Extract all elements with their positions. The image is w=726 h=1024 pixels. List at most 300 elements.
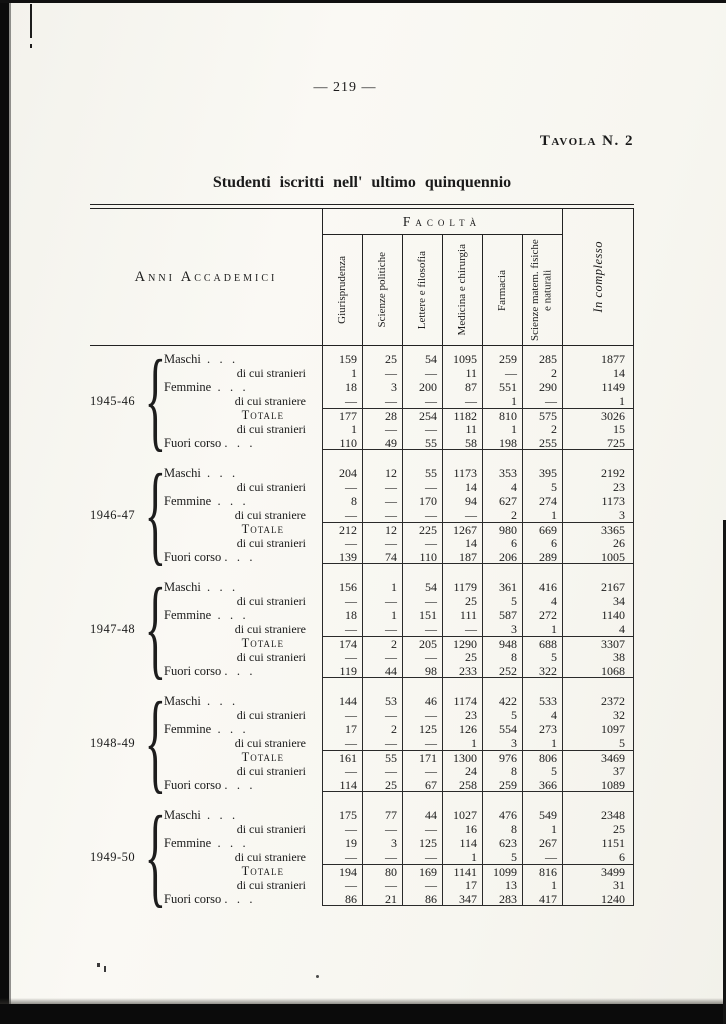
table-cell: 549: [539, 808, 557, 822]
row-label: Totale: [241, 522, 284, 536]
table-cell: 669: [522, 522, 562, 536]
table-cell: 3: [619, 508, 625, 522]
row-label: Maschi . . .: [164, 694, 236, 708]
row-label: Totale: [241, 408, 284, 422]
page-title: Studenti iscritti nell' ultimo quinquennio: [212, 174, 512, 191]
table-cell: 2348: [601, 808, 625, 822]
table-cell: 1: [391, 580, 397, 594]
table-cell: 366: [522, 778, 562, 792]
table-cell: —: [345, 850, 357, 864]
table-cell: 980: [482, 522, 522, 536]
table-cell: 12: [362, 522, 402, 536]
table-cell: 19: [345, 836, 357, 850]
table-vertical-rule: [362, 346, 363, 906]
table-cell: 255: [522, 436, 562, 450]
table-cell: 1005: [562, 550, 634, 564]
table-body: [90, 338, 634, 918]
table-cell: —: [345, 594, 357, 608]
column-header-label: Lettere e filosofia: [415, 250, 428, 330]
year-label: 1949-50: [90, 850, 136, 864]
header-vertical-rule: [322, 209, 323, 345]
table-cell: 77: [385, 808, 397, 822]
table-cell: 161: [322, 750, 362, 764]
table-cell: 205: [402, 636, 442, 650]
table-cell: 3: [391, 380, 397, 394]
table-cell: 3: [511, 622, 517, 636]
table-cell: 14: [465, 536, 477, 550]
table-cell: 422: [499, 694, 517, 708]
table-cell: —: [385, 708, 397, 722]
row-label: Maschi . . .: [164, 580, 236, 594]
table-cell: 28: [362, 408, 402, 422]
table-cell: 1141: [442, 864, 482, 878]
anni-accademici-header: Anni Accademici: [134, 268, 278, 285]
table-vertical-rule: [402, 346, 403, 906]
row-label: di cui stranieri: [236, 764, 306, 778]
table-vertical-rule: [522, 346, 523, 906]
table-cell: 810: [482, 408, 522, 422]
table-vertical-rule: [482, 346, 483, 906]
table-cell: —: [425, 422, 437, 436]
scan-mark: [30, 44, 32, 48]
scan-speckle: [97, 963, 100, 967]
row-label: di cui stranieri: [236, 822, 306, 836]
table-cell: 156: [339, 580, 357, 594]
table-cell: 1267: [442, 522, 482, 536]
scan-edge-bottom: [0, 1004, 726, 1024]
table-cell: 8: [511, 650, 517, 664]
table-cell: 111: [459, 608, 477, 622]
table-cell: 1174: [453, 694, 477, 708]
row-label: Femmine . . .: [164, 608, 246, 622]
table-cell: —: [385, 422, 397, 436]
table-cell: 627: [499, 494, 517, 508]
table-cell: 1: [551, 508, 557, 522]
table-cell: —: [345, 764, 357, 778]
table-cell: 86: [402, 892, 442, 906]
table-cell: —: [345, 650, 357, 664]
table-cell: 2: [362, 636, 402, 650]
table-cell: 347: [442, 892, 482, 906]
table-cell: —: [385, 650, 397, 664]
table-cell: 23: [465, 708, 477, 722]
table-cell: 322: [522, 664, 562, 678]
page-number: — 219 —: [313, 80, 377, 95]
table-cell: 3: [391, 836, 397, 850]
table-cell: 23: [613, 480, 625, 494]
table-cell: 8: [511, 822, 517, 836]
table-cell: —: [345, 878, 357, 892]
table-cell: 177: [322, 408, 362, 422]
table-cell: 1: [471, 850, 477, 864]
table-cell: 3026: [562, 408, 634, 422]
scan-speckle: [316, 975, 319, 978]
table-cell: 289: [522, 550, 562, 564]
table-cell: 816: [522, 864, 562, 878]
table-cell: 67: [402, 778, 442, 792]
table-cell: 17: [465, 878, 477, 892]
table-cell: 353: [499, 466, 517, 480]
header-vertical-rule: [362, 235, 363, 345]
group-brace: {: [144, 794, 167, 918]
table-cell: 1: [551, 736, 557, 750]
table-cell: —: [465, 508, 477, 522]
row-label: Femmine . . .: [164, 380, 246, 394]
table-header: [90, 209, 634, 346]
table-cell: —: [425, 850, 437, 864]
table-cell: —: [345, 708, 357, 722]
row-label: Totale: [241, 636, 284, 650]
table-cell: —: [425, 736, 437, 750]
table-cell: 225: [402, 522, 442, 536]
table-cell: 575: [522, 408, 562, 422]
table-cell: 2372: [601, 694, 625, 708]
table-cell: 31: [613, 878, 625, 892]
table-cell: 285: [539, 352, 557, 366]
group-brace: {: [144, 452, 167, 576]
column-header-label: Scienze politiche: [375, 252, 388, 328]
table-cell: 4: [619, 622, 625, 636]
row-label: di cui straniere: [234, 850, 306, 864]
row-label: di cui straniere: [234, 508, 306, 522]
table-cell: 290: [539, 380, 557, 394]
row-label: di cui stranieri: [236, 480, 306, 494]
table-cell: 587: [499, 608, 517, 622]
table-cell: 18: [345, 608, 357, 622]
table-cell: 1182: [442, 408, 482, 422]
table-cell: 688: [522, 636, 562, 650]
table-cell: 2192: [601, 466, 625, 480]
table-cell: 24: [465, 764, 477, 778]
table-cell: 212: [322, 522, 362, 536]
table-vertical-rule: [562, 346, 563, 906]
table-cell: 1: [511, 422, 517, 436]
table-cell: 1179: [453, 580, 477, 594]
table-cell: 1: [551, 878, 557, 892]
table-cell: 2167: [601, 580, 625, 594]
table-cell: 8: [511, 764, 517, 778]
table-cell: 54: [425, 352, 437, 366]
table-cell: —: [425, 650, 437, 664]
table-cell: 12: [385, 466, 397, 480]
table-cell: 37: [613, 764, 625, 778]
table-cell: —: [385, 850, 397, 864]
table-cell: —: [425, 394, 437, 408]
row-label: Totale: [241, 864, 284, 878]
table-cell: —: [345, 622, 357, 636]
table-cell: 114: [459, 836, 477, 850]
table-cell: 80: [362, 864, 402, 878]
table-cell: 94: [465, 494, 477, 508]
table-cell: 1173: [453, 466, 477, 480]
table-cell: 110: [402, 550, 442, 564]
table-cell: 283: [482, 892, 522, 906]
table-cell: 254: [402, 408, 442, 422]
table-cell: —: [385, 622, 397, 636]
row-label: di cui stranieri: [236, 878, 306, 892]
table-cell: —: [345, 508, 357, 522]
table-cell: —: [425, 764, 437, 778]
table-cell: 187: [442, 550, 482, 564]
table-cell: 38: [613, 650, 625, 664]
table-cell: 259: [482, 778, 522, 792]
table-cell: 44: [362, 664, 402, 678]
table-cell: 1: [391, 608, 397, 622]
table-cell: —: [385, 878, 397, 892]
row-label: di cui stranieri: [236, 594, 306, 608]
year-label: 1946-47: [90, 508, 136, 522]
table-cell: 6: [511, 536, 517, 550]
column-header-label: Giurisprudenza: [335, 256, 348, 324]
table-cell: —: [385, 764, 397, 778]
table-cell: —: [545, 394, 557, 408]
table-cell: 417: [522, 892, 562, 906]
table-cell: 273: [539, 722, 557, 736]
table-cell: 119: [322, 664, 362, 678]
table-cell: 2: [391, 722, 397, 736]
table-cell: 3469: [562, 750, 634, 764]
table-cell: 25: [362, 778, 402, 792]
table-cell: 74: [362, 550, 402, 564]
table-cell: —: [385, 494, 397, 508]
table-cell: 54: [425, 580, 437, 594]
plate-label: Tavola N. 2: [539, 133, 634, 149]
table-cell: 86: [322, 892, 362, 906]
table-cell: 139: [322, 550, 362, 564]
header-vertical-rule: [402, 235, 403, 345]
table-cell: 2: [551, 422, 557, 436]
table-cell: 3307: [562, 636, 634, 650]
table-cell: —: [425, 878, 437, 892]
row-label: di cui straniere: [234, 736, 306, 750]
table-cell: —: [345, 536, 357, 550]
table-cell: 1095: [453, 352, 477, 366]
row-label: Maschi . . .: [164, 466, 236, 480]
row-label: Fuori corso . . .: [164, 436, 253, 450]
header-vertical-rule: [562, 209, 563, 345]
table-cell: 46: [425, 694, 437, 708]
table-cell: 416: [539, 580, 557, 594]
table-cell: 2: [551, 366, 557, 380]
column-header-label: Medicina e chirurgia: [455, 244, 468, 336]
column-header-in-complesso: [562, 209, 634, 345]
table-cell: 55: [425, 466, 437, 480]
table-cell: 114: [322, 778, 362, 792]
table-cell: 1099: [482, 864, 522, 878]
table-cell: —: [505, 366, 517, 380]
table-cell: 16: [465, 822, 477, 836]
table-cell: 14: [613, 366, 625, 380]
row-label: Maschi . . .: [164, 352, 236, 366]
table-cell: 272: [539, 608, 557, 622]
row-label: Femmine . . .: [164, 836, 246, 850]
table-cell: 976: [482, 750, 522, 764]
scan-edge-left-shadow: [9, 0, 11, 1024]
table-cell: 53: [385, 694, 397, 708]
table-cell: 87: [465, 380, 477, 394]
table-cell: 125: [419, 836, 437, 850]
table-cell: —: [425, 366, 437, 380]
table-cell: —: [385, 480, 397, 494]
table-cell: —: [385, 736, 397, 750]
table-vertical-rule: [633, 346, 634, 906]
table-cell: 258: [442, 778, 482, 792]
table-cell: 259: [499, 352, 517, 366]
table-cell: —: [385, 508, 397, 522]
table-cell: 1: [511, 394, 517, 408]
row-label: Totale: [241, 750, 284, 764]
table-cell: —: [425, 622, 437, 636]
column-header-scienze-politiche: [362, 235, 402, 345]
header-vertical-rule: [522, 235, 523, 345]
row-label: di cui stranieri: [236, 422, 306, 436]
group-brace: {: [144, 680, 167, 804]
table-cell: 1173: [601, 494, 625, 508]
table-cell: 174: [322, 636, 362, 650]
table-cell: —: [345, 480, 357, 494]
scan-mark: [30, 4, 32, 38]
table-cell: 49: [362, 436, 402, 450]
row-label: di cui straniere: [234, 622, 306, 636]
table-cell: 206: [482, 550, 522, 564]
table-cell: 144: [339, 694, 357, 708]
header-vertical-rule: [633, 209, 634, 345]
group-brace: {: [144, 566, 167, 690]
table-cell: 25: [465, 594, 477, 608]
scan-speckle: [104, 966, 106, 972]
table-cell: —: [345, 822, 357, 836]
year-label: 1947-48: [90, 622, 136, 636]
table-cell: —: [345, 736, 357, 750]
table-cell: 554: [499, 722, 517, 736]
column-header-label: Scienze matem. fisiche e naturali: [529, 239, 554, 341]
row-label: di cui stranieri: [236, 536, 306, 550]
table-cell: 5: [619, 736, 625, 750]
table-cell: 200: [419, 380, 437, 394]
facolta-group-header: Facoltà: [322, 209, 562, 235]
table-cell: 1149: [601, 380, 625, 394]
table-cell: —: [385, 822, 397, 836]
scan-edge-top: [0, 0, 726, 3]
table-cell: 395: [539, 466, 557, 480]
table-cell: —: [425, 480, 437, 494]
table-cell: 3499: [562, 864, 634, 878]
statistics-table: [90, 204, 634, 918]
table-cell: 725: [562, 436, 634, 450]
row-label: Femmine . . .: [164, 722, 246, 736]
table-cell: 194: [322, 864, 362, 878]
table-vertical-rule: [322, 346, 323, 906]
table-cell: 204: [339, 466, 357, 480]
table-cell: 1151: [601, 836, 625, 850]
table-cell: 11: [465, 366, 477, 380]
table-cell: 58: [442, 436, 482, 450]
row-label: Maschi . . .: [164, 808, 236, 822]
table-cell: 151: [419, 608, 437, 622]
table-cell: 2: [511, 508, 517, 522]
table-cell: —: [545, 850, 557, 864]
row-label: di cui stranieri: [236, 366, 306, 380]
scan-edge-left: [0, 0, 9, 1024]
table-cell: —: [465, 394, 477, 408]
table-cell: 1300: [442, 750, 482, 764]
table-cell: 1068: [562, 664, 634, 678]
table-cell: 1: [471, 736, 477, 750]
table-cell: 11: [465, 422, 477, 436]
table-cell: 1089: [562, 778, 634, 792]
table-cell: —: [425, 508, 437, 522]
table-cell: 5: [511, 594, 517, 608]
table-cell: 159: [339, 352, 357, 366]
table-cell: 4: [551, 708, 557, 722]
row-label: Fuori corso . . .: [164, 892, 253, 906]
table-cell: —: [425, 536, 437, 550]
column-header-farmacia: [482, 235, 522, 345]
header-vertical-rule: [482, 235, 483, 345]
table-cell: 3: [511, 736, 517, 750]
table-cell: 21: [362, 892, 402, 906]
table-cell: 476: [499, 808, 517, 822]
table-cell: 533: [539, 694, 557, 708]
table-cell: 274: [539, 494, 557, 508]
table-cell: 1027: [453, 808, 477, 822]
table-cell: 5: [551, 480, 557, 494]
table-cell: 806: [522, 750, 562, 764]
row-label: Fuori corso . . .: [164, 664, 253, 678]
table-cell: 25: [385, 352, 397, 366]
table-cell: 233: [442, 664, 482, 678]
row-label: Fuori corso . . .: [164, 550, 253, 564]
column-header-label: Farmacia: [495, 269, 508, 311]
table-cell: 4: [551, 594, 557, 608]
table-cell: 1: [619, 394, 625, 408]
row-label: di cui straniere: [234, 394, 306, 408]
table-cell: 17: [345, 722, 357, 736]
year-label: 1948-49: [90, 736, 136, 750]
table-cell: 126: [459, 722, 477, 736]
table-cell: 1: [551, 822, 557, 836]
table-cell: —: [385, 594, 397, 608]
table-cell: 14: [465, 480, 477, 494]
table-cell: 1: [351, 422, 357, 436]
table-cell: 3365: [562, 522, 634, 536]
column-header-medicina-chirurgia: [442, 235, 482, 345]
group-brace: {: [144, 338, 167, 462]
table-cell: 26: [613, 536, 625, 550]
table-cell: —: [385, 536, 397, 550]
table-cell: —: [425, 594, 437, 608]
table-cell: 34: [613, 594, 625, 608]
table-cell: 623: [499, 836, 517, 850]
table-cell: 25: [613, 822, 625, 836]
table-cell: 252: [482, 664, 522, 678]
table-cell: 4: [511, 480, 517, 494]
table-cell: 1: [351, 366, 357, 380]
table-cell: 171: [402, 750, 442, 764]
table-cell: 175: [339, 808, 357, 822]
table-cell: 5: [511, 708, 517, 722]
table-cell: 5: [551, 650, 557, 664]
table-cell: 1290: [442, 636, 482, 650]
table-cell: 8: [351, 494, 357, 508]
table-cell: 13: [505, 878, 517, 892]
table-cell: 32: [613, 708, 625, 722]
table-cell: 55: [402, 436, 442, 450]
row-label: di cui stranieri: [236, 650, 306, 664]
table-cell: —: [385, 366, 397, 380]
column-header-giurisprudenza: [322, 235, 362, 345]
table-cell: 551: [499, 380, 517, 394]
